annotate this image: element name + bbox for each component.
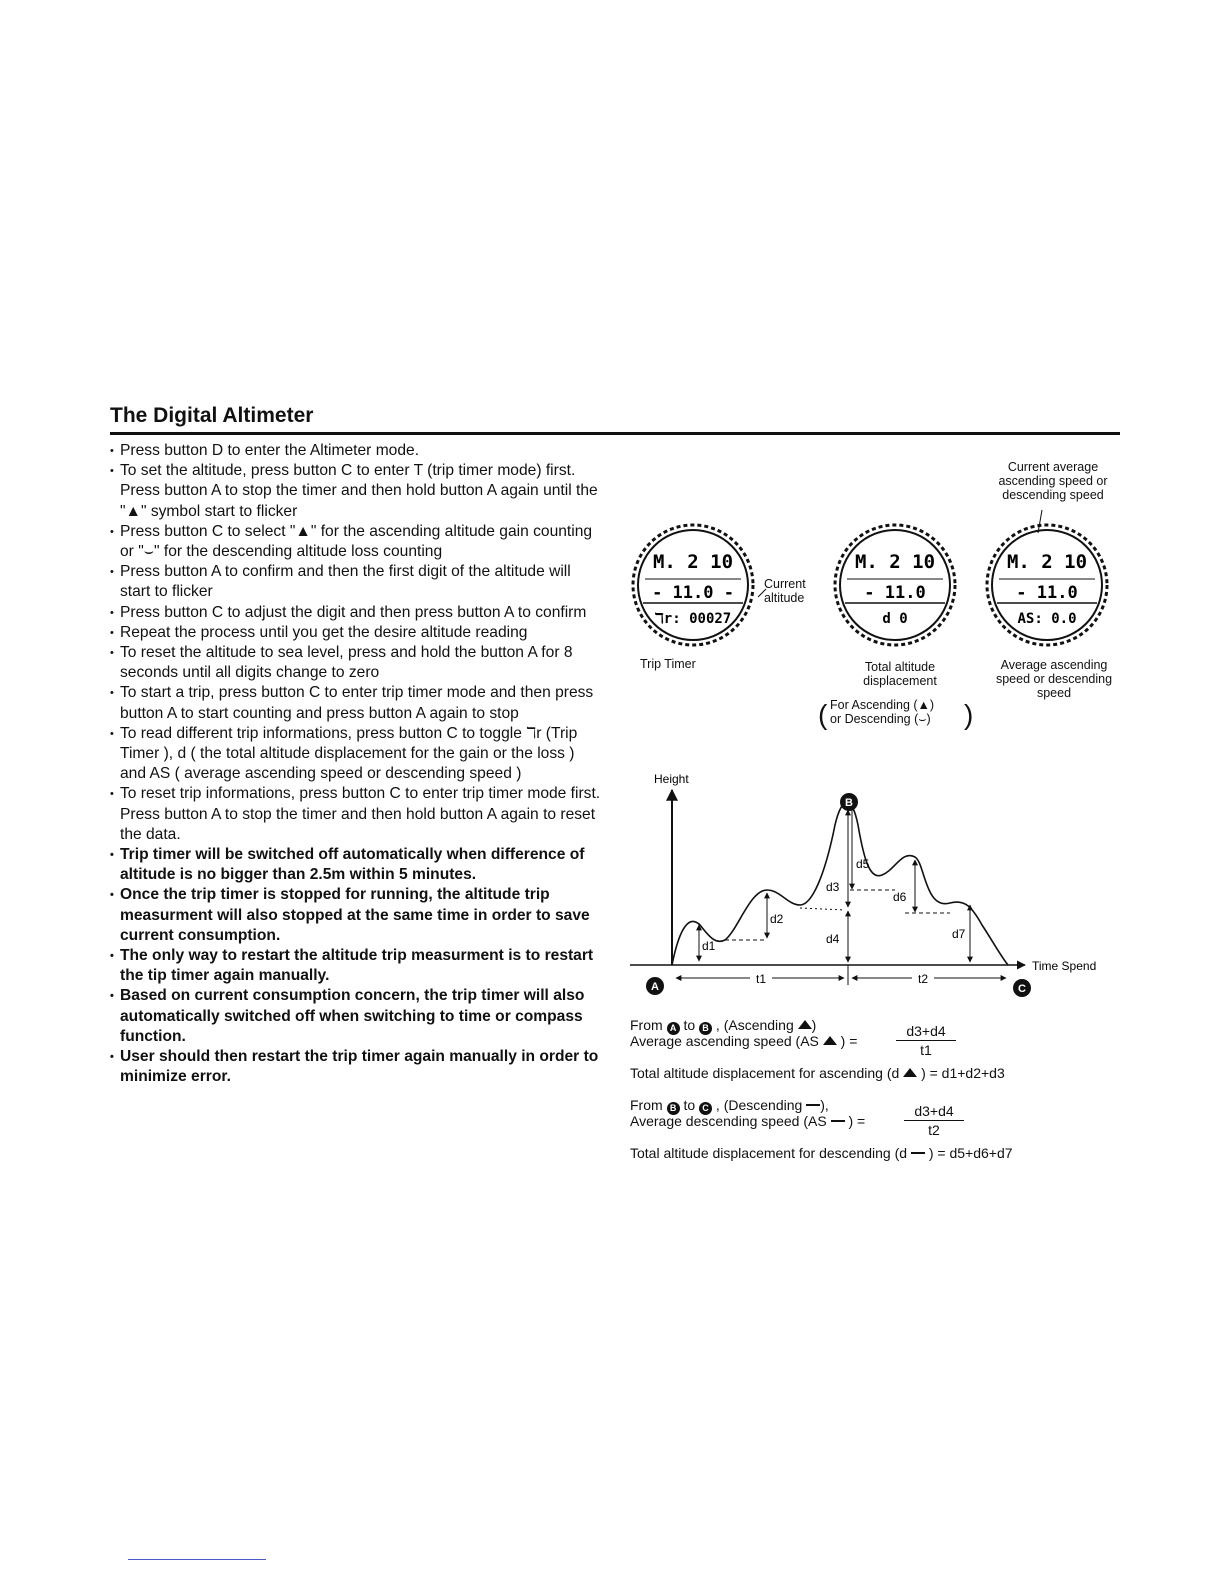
t1-label: t1 xyxy=(755,972,767,986)
desc-avg-text: Average descending speed (AS xyxy=(630,1113,827,1129)
ascending-icon xyxy=(903,1068,917,1077)
desc-total-rhs: ) = d5+d6+d7 xyxy=(928,1145,1013,1161)
watch-total-displacement xyxy=(835,525,955,645)
list-item xyxy=(110,683,602,723)
list-item xyxy=(110,562,602,602)
footer-link-underline[interactable] xyxy=(128,1559,266,1560)
paren-right: ) xyxy=(964,699,974,730)
point-b-badge: B xyxy=(699,1022,712,1035)
desc-avg-line xyxy=(630,1113,865,1129)
from-text: From xyxy=(630,1017,663,1033)
watch-caption-average-speed: Average ascending speed or descending speed xyxy=(995,658,1113,700)
ascending-text: , (Ascending xyxy=(715,1017,794,1033)
list-item-text: To start a trip, press button C to enter trip timer mode and then press button A to start counting and press button A again to stop xyxy=(120,684,594,722)
watch-bottom-digits: AS: 0.0 xyxy=(1017,611,1077,627)
d5-label: d5 xyxy=(856,857,870,871)
title-rule xyxy=(110,432,1120,435)
asc-total-rhs: ) = d1+d2+d3 xyxy=(921,1065,1005,1081)
asc-denominator: t1 xyxy=(896,1040,956,1059)
list-item-bold xyxy=(110,885,602,946)
t2-label: t2 xyxy=(917,972,929,986)
desc-total-line xyxy=(630,1145,1013,1161)
point-b-marker xyxy=(840,793,858,811)
descending-icon xyxy=(806,1104,820,1106)
asc-avg-line xyxy=(630,1033,857,1049)
from-text: From xyxy=(630,1097,663,1113)
watch-top-digits: M. 2 10 xyxy=(652,551,734,573)
watch-average-speed xyxy=(987,525,1107,645)
list-item xyxy=(110,461,602,522)
current-average-label: Current average ascending speed or descending speed xyxy=(998,460,1108,502)
equals-text: ) = xyxy=(848,1113,866,1129)
or-descending-label: or Descending (⌣) xyxy=(830,712,931,726)
list-item-text: Repeat the process until you get the desire altitude reading xyxy=(120,623,528,641)
d1-label: d1 xyxy=(702,939,716,953)
point-a-marker xyxy=(646,977,664,995)
descending-icon xyxy=(831,1120,845,1122)
list-item-bold xyxy=(110,1047,602,1087)
list-item xyxy=(110,643,602,683)
list-item-bold xyxy=(110,986,602,1047)
paren-left: ( xyxy=(818,699,828,730)
watch-mid-digits: - 11.0 - xyxy=(652,583,734,603)
list-item-text: To reset the altitude to sea level, press and hold the button A for 8 seconds until all digits change to zero xyxy=(120,644,573,682)
x-axis-label: Time Spend xyxy=(1032,959,1097,973)
list-item-bold xyxy=(110,946,602,986)
d3-label: d3 xyxy=(826,880,840,894)
ascending-icon xyxy=(823,1036,837,1045)
list-item-text: User should then restart the trip timer again manually in order to minimize error. xyxy=(120,1048,599,1086)
list-item xyxy=(110,441,602,461)
list-item-bold xyxy=(110,845,602,885)
list-item-text: Press button D to enter the Altimeter mode. xyxy=(120,442,420,459)
list-item xyxy=(110,522,602,562)
watch-bottom-digits: d 0 xyxy=(882,611,908,627)
watch-mid-digits: - 11.0 xyxy=(864,583,926,603)
point-c-marker xyxy=(1013,979,1031,997)
svg-text:C: C xyxy=(1018,983,1026,995)
watch-caption-total-displacement: Total altitude displacement xyxy=(863,660,937,688)
list-item-text: Trip timer will be switched off automatically when difference of altitude is no bigger than 2.5m within 5 minutes. xyxy=(120,846,585,884)
list-item xyxy=(110,724,602,785)
d7-label: d7 xyxy=(952,927,966,941)
desc-fraction xyxy=(904,1102,964,1139)
asc-numerator: d3+d4 xyxy=(906,1023,946,1039)
desc-numerator: d3+d4 xyxy=(914,1103,954,1119)
altitude-graph xyxy=(620,765,1120,1010)
asc-total-line xyxy=(630,1065,1005,1081)
to-text: to xyxy=(683,1017,696,1033)
d6-label: d6 xyxy=(893,890,907,904)
asc-avg-text: Average ascending speed (AS xyxy=(630,1033,819,1049)
current-altitude-label: Current altitude xyxy=(764,577,806,605)
list-item-text: Press button C to adjust the digit and then press button A to confirm xyxy=(120,603,587,621)
to-text: to xyxy=(683,1097,696,1113)
point-a-badge: A xyxy=(667,1022,680,1035)
list-item xyxy=(110,623,602,643)
list-item-text: Once the trip timer is stopped for running, the altitude trip measurment will also stopped at the same time in order to save current consumption. xyxy=(120,886,590,944)
list-item-text: Press button A to confirm and then the first digit of the altitude will start to flicker xyxy=(120,563,571,601)
y-axis-label: Height xyxy=(654,772,689,786)
watch-top-digits: M. 2 10 xyxy=(1006,551,1088,573)
watch-caption-trip-timer: Trip Timer xyxy=(640,657,696,671)
instruction-list xyxy=(110,441,602,1088)
asc-total-text: Total altitude displacement for ascending (d xyxy=(630,1065,900,1081)
list-item xyxy=(110,603,602,623)
asc-fraction xyxy=(896,1022,956,1059)
watch-trip-timer xyxy=(633,525,753,645)
list-item xyxy=(110,784,602,845)
descending-text: , (Descending xyxy=(715,1097,803,1113)
equals-text: ) = xyxy=(840,1033,858,1049)
page-title: The Digital Altimeter xyxy=(110,404,314,427)
d2-baseline xyxy=(800,908,845,910)
desc-total-text: Total altitude displacement for descending (d xyxy=(630,1145,908,1161)
ascending-icon xyxy=(798,1020,812,1029)
descending-icon xyxy=(911,1152,925,1154)
svg-text:A: A xyxy=(651,981,659,993)
watch-top-digits: M. 2 10 xyxy=(854,551,936,573)
list-item-text: To set the altitude, press button C to enter T (trip timer mode) first. Press button A to stop the timer and then hold button A again until the "▲" symbol start to flicker xyxy=(120,462,598,520)
watch-mid-digits: - 11.0 xyxy=(1016,583,1078,603)
watch-illustrations xyxy=(620,515,1120,655)
desc-from-line: From B to C , (Descending ), xyxy=(630,1097,829,1113)
for-ascending-label: For Ascending (▲) xyxy=(830,698,935,712)
list-item-text: To read different trip informations, press button C to toggle ℸr (Trip Timer ), d ( the total altitude displacement for the gain or the loss ) and AS ( average ascending speed or descending speed ) xyxy=(120,724,578,783)
list-item-text: Press button C to select "▲" for the ascending altitude gain counting or "⌣" for the descending altitude loss counting xyxy=(120,522,593,561)
watch-bottom-digits: ℸr: 00027 xyxy=(654,611,732,627)
list-item-text: To reset trip informations, press button C to enter trip timer mode first. Press button A to stop the timer and then hold button A again to reset the data. xyxy=(120,785,601,843)
svg-text:B: B xyxy=(845,797,853,809)
list-item-text: The only way to restart the altitude trip measurment is to restart the tip timer again manually. xyxy=(120,947,594,985)
d4-label: d4 xyxy=(826,932,840,946)
point-c-badge: C xyxy=(699,1102,712,1115)
point-b-badge: B xyxy=(667,1102,680,1115)
asc-from-line: From A to B , (Ascending ) xyxy=(630,1017,817,1033)
d2-label: d2 xyxy=(770,912,784,926)
list-item-text: Based on current consumption concern, the trip timer will also automatically switched off when switching to time or compass function. xyxy=(120,987,585,1045)
desc-denominator: t2 xyxy=(904,1120,964,1139)
